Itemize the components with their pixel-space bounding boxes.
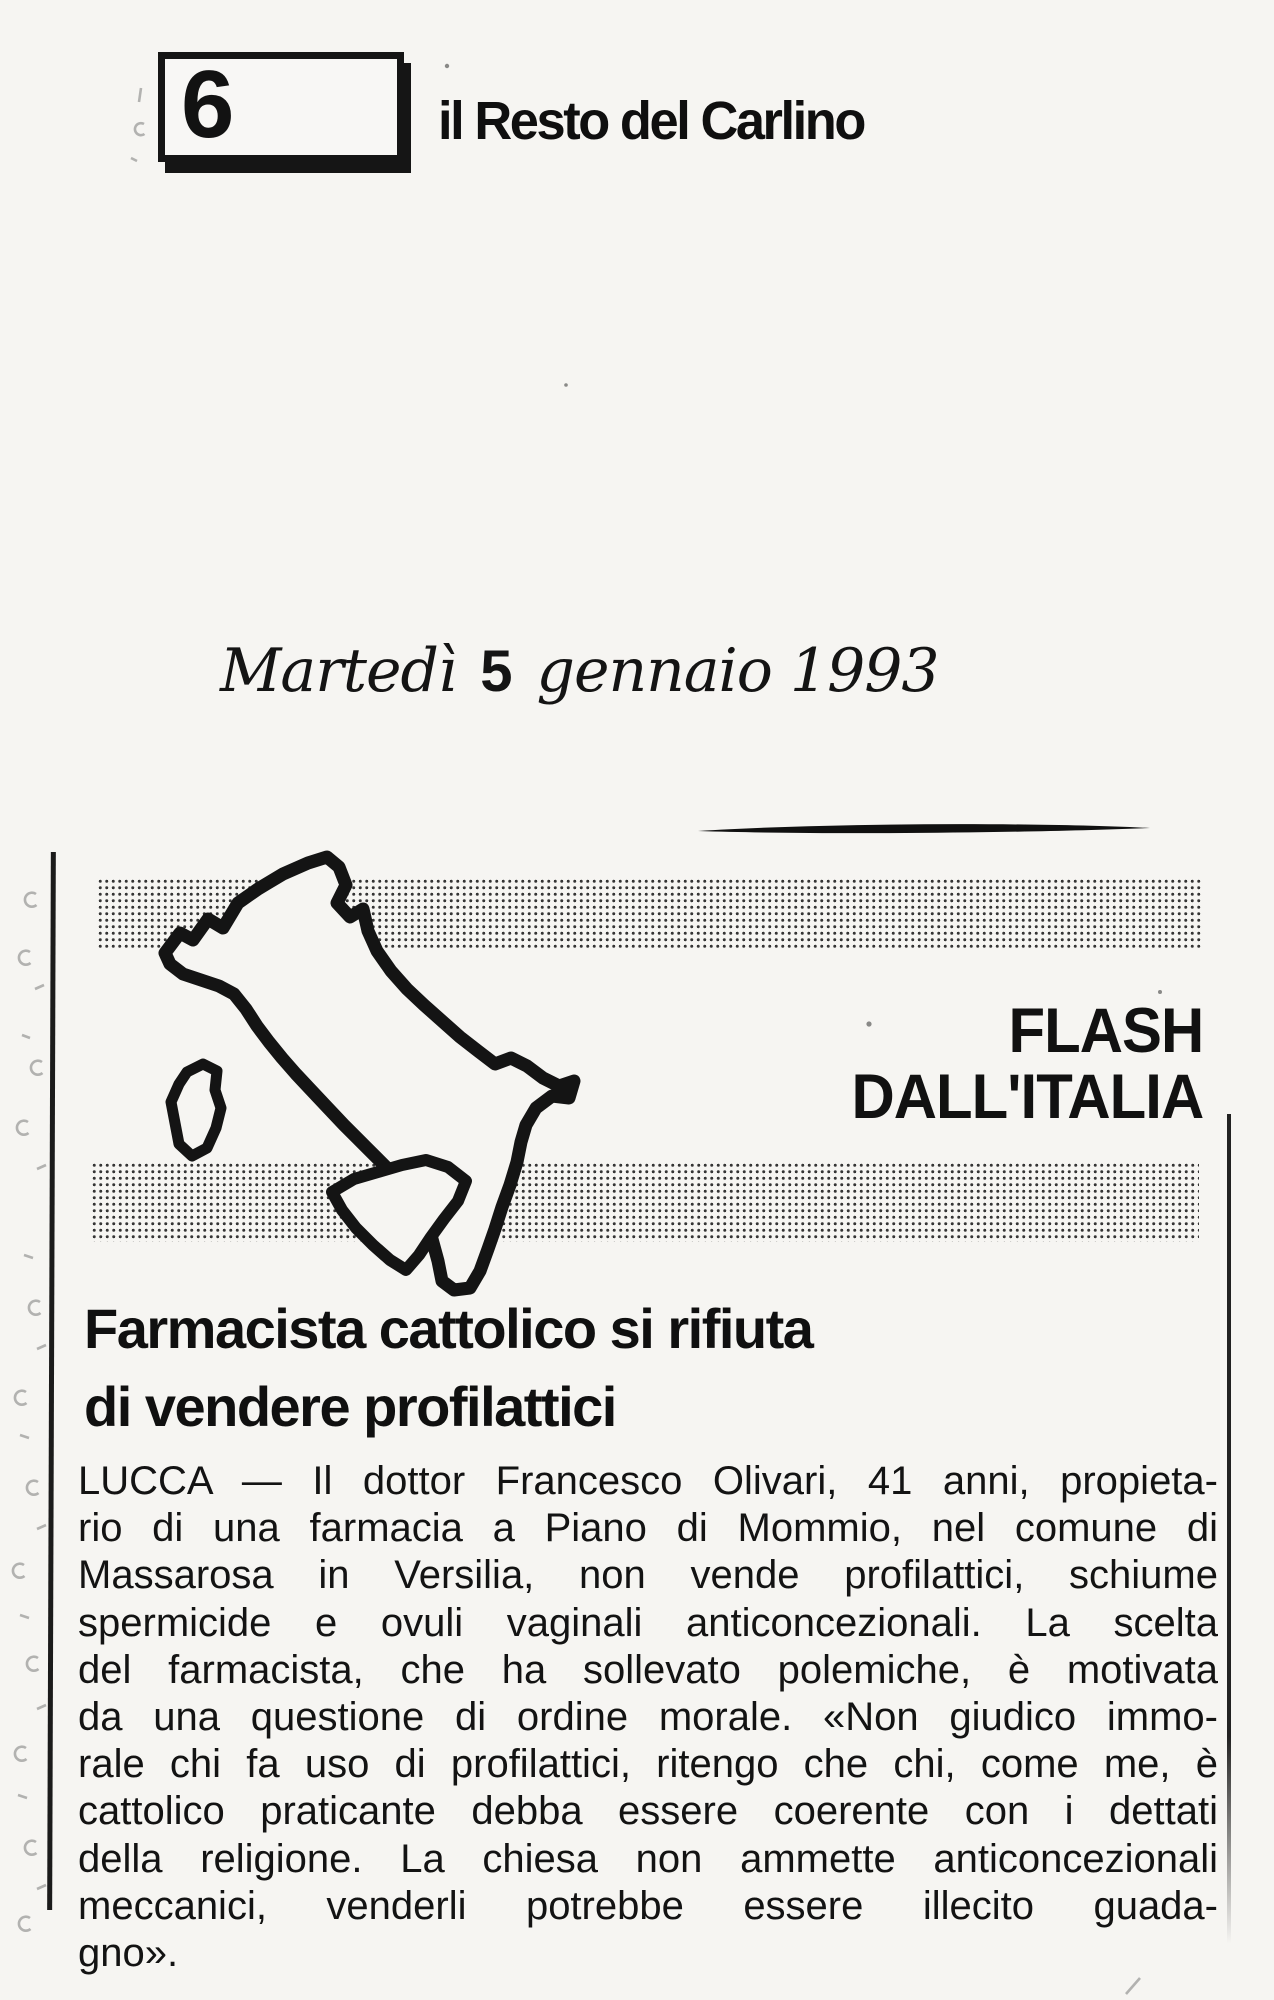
article-body-line: da una questione di ordine morale. «Non giudico immo- [78, 1695, 1218, 1740]
page-number: 6 [181, 51, 233, 158]
article-body-line: del farmacista, che ha sollevato polemiche, è motivata [78, 1647, 1218, 1692]
article-body-line: meccanici, venderli potrebbe essere illecito guada- [78, 1883, 1218, 1928]
dateline-weekday: Martedì [220, 636, 457, 706]
headline-line2: di vendere profilattici [84, 1375, 616, 1438]
section-title-line1: FLASH [1008, 996, 1203, 1066]
section-title-line2: DALL'ITALIA [851, 1062, 1203, 1132]
italy-outline-map-icon [80, 845, 600, 1305]
right-column-rule [1227, 1114, 1231, 1944]
masthead-title: il Resto del Carlino [438, 91, 864, 151]
article-body-line: Massarosa in Versilia, non vende profilattici, schiume [78, 1553, 1218, 1598]
tapered-horizontal-rule [695, 820, 1155, 840]
article-body-line: LUCCA — Il dottor Francesco Olivari, 41 anni, propieta- [78, 1459, 1218, 1503]
headline-line1: Farmacista cattolico si rifiuta [84, 1297, 813, 1360]
article-body-line: gno». [78, 1931, 179, 1976]
article-body-line: rio di una farmacia a Piano di Mommio, nel comune di [78, 1506, 1218, 1551]
dateline-month-year: gennaio 1993 [536, 636, 939, 706]
article-body-line: della religione. La chiesa non ammette anticoncezionali [78, 1836, 1218, 1881]
article-body-line: spermicide e ovuli vaginali anticoncezionali. La scelta [78, 1600, 1218, 1645]
page-number-box [158, 52, 404, 162]
dateline [220, 636, 939, 706]
article-body-line: cattolico praticante debba essere coerente con i dettati [78, 1789, 1218, 1834]
article-body [78, 1458, 1218, 1977]
dateline-day-number: 5 [480, 639, 513, 704]
article-headline [84, 1290, 812, 1446]
left-column-rule [47, 852, 56, 1910]
section-title [851, 998, 1203, 1130]
article-body-line: rale chi fa uso di profilattici, ritengo che chi, come me, è [78, 1742, 1218, 1787]
